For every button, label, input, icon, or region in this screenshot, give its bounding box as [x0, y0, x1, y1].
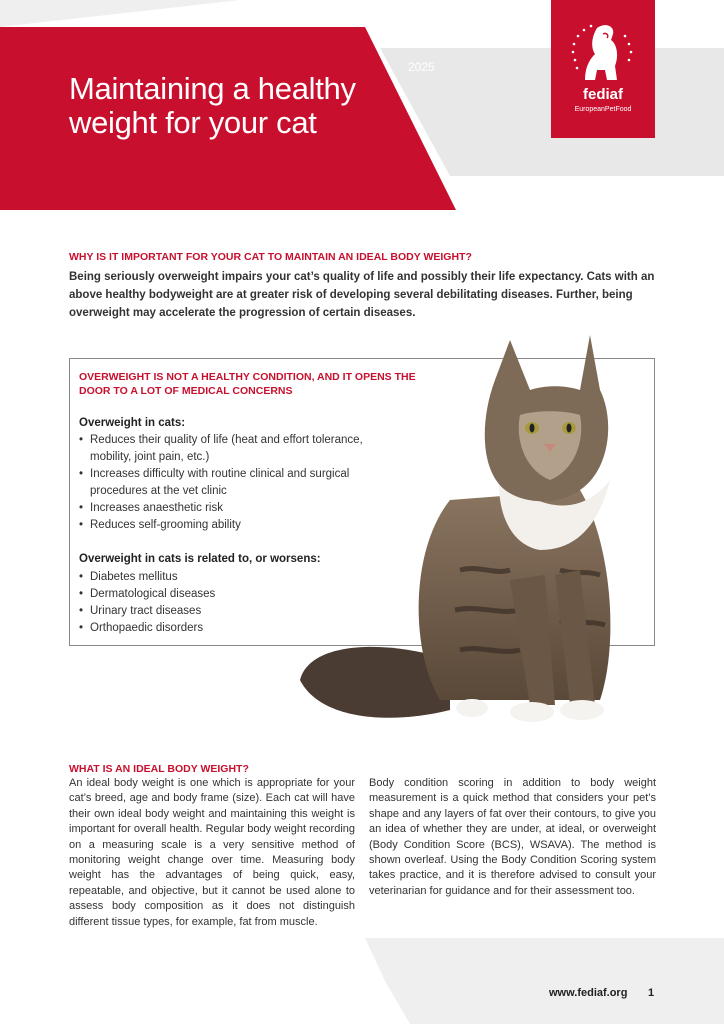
ideal-text-col1: An ideal body weight is one which is appropriate for your cat’s breed, age and body frame (size). Each cat will have their own ideal body weight and maintaining this weight is important for overall health. Regular body weight recording on a measuring scale is a very sensitive method of monitoring weight change over time. Measuring body weight has the advantages of being quick, easy, repeatable, and objective, but it cannot be used alone to assess body composition as it does not distinguish different tissue types, for example, fat from muscle. — [69, 777, 355, 928]
intro-text: Being seriously overweight impairs your cat’s quality of life and possibly their life expectancy. Cats with an above healthy bodyweight are at greater risk of developing several debilitating diseases. Further, being overweight may accelerate the progression of certain diseases. — [69, 271, 655, 319]
cat-photo — [280, 320, 640, 730]
page-number: 1 — [648, 987, 655, 999]
list-item: • Dermatological diseases — [79, 586, 379, 603]
intro-heading: WHY IS IT IMPORTANT FOR YOUR CAT TO MAINTAIN AN IDEAL BODY WEIGHT? — [69, 251, 472, 263]
list1-title: Overweight in cats: — [79, 417, 186, 429]
logo-wordmark: fediaf — [582, 86, 623, 103]
year-label: 2025 — [408, 60, 435, 74]
dog-cat-logo-icon — [567, 20, 639, 84]
ideal-heading: WHAT IS AN IDEAL BODY WEIGHT? — [69, 763, 249, 775]
fediaf-logo[interactable] — [551, 0, 655, 138]
ideal-text-col2: Body condition scoring in addition to body weight measurement is a quick method that considers your pet’s shape and any layers of fat over their contours, to give you an idea of whether they are under, at ideal, or overweight (Body Condition Score (BCS), WSAVA). The method is shown overleaf. Using the Body Condition Scoring system takes practice, and it is therefore advised to consult your veterinarian for guidance and for their assessment too. — [369, 777, 656, 897]
footer-url[interactable]: www.fediaf.org — [549, 987, 628, 999]
list-item: • Urinary tract diseases — [79, 603, 379, 620]
list-item: • Increases anaesthetic risk — [79, 500, 399, 517]
footer-band — [0, 938, 724, 1024]
list2-title: Overweight in cats is related to, or worsens: — [79, 553, 321, 565]
box-heading: OVERWEIGHT IS NOT A HEALTHY CONDITION, AND IT OPENS THE DOOR TO A LOT OF MEDICAL CONCERNS — [79, 371, 416, 397]
page-title: Maintaining a healthy weight for your cat — [69, 71, 356, 140]
list-item: • Increases difficulty with routine clinical and surgical procedures at the vet clinic — [79, 466, 399, 500]
list-item: • Orthopaedic disorders — [79, 620, 379, 637]
logo-tagline: EuropeanPetFood — [574, 106, 632, 113]
list-item: • Reduces self-grooming ability — [79, 517, 399, 534]
list-item: • Diabetes mellitus — [79, 569, 379, 586]
list-item: • Reduces their quality of life (heat and effort tolerance, mobility, joint pain, etc.) — [79, 432, 399, 466]
